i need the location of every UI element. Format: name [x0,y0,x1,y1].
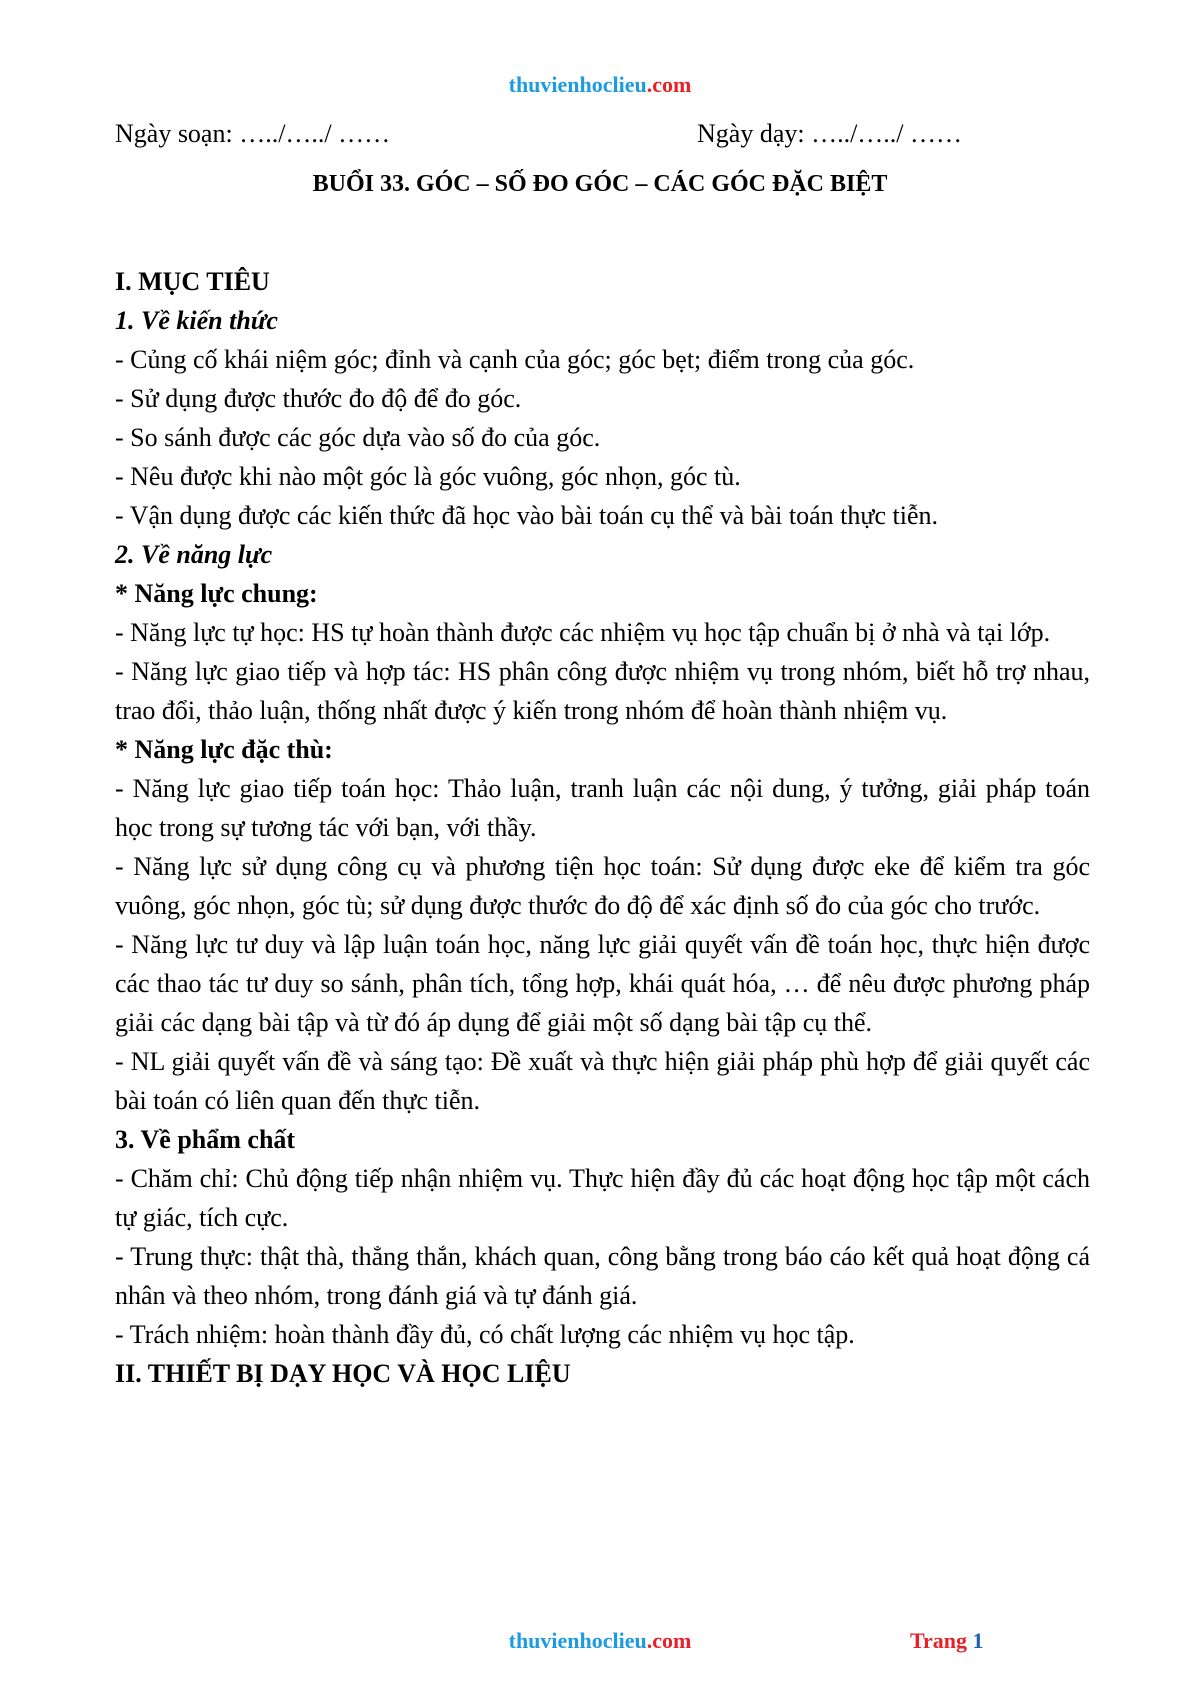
section-heading: II. THIẾT BỊ DẠY HỌC VÀ HỌC LIỆU [115,1359,571,1388]
header-site-name [0,72,1200,98]
subsection-heading: * Năng lực đặc thù: [115,735,333,764]
paragraph: - Trách nhiệm: hoàn thành đầy đủ, có chất lượng các nhiệm vụ học tập. [115,1320,855,1349]
lesson-title: BUỔI 33. GÓC – SỐ ĐO GÓC – CÁC GÓC ĐẶC BIỆT [312,171,888,197]
page-label: Trang [910,1628,968,1653]
subsection-heading: 3. Về phẩm chất [115,1125,296,1154]
page-value: 1 [972,1628,984,1653]
footer-site-part1: thuvienhoclieu [508,1628,647,1653]
paragraph: - Năng lực tự học: HS tự hoàn thành được các nhiệm vụ học tập chuẩn bị ở nhà và tại lớp. [115,618,1051,647]
paragraph: - Trung thực: thật thà, thẳng thắn, khách quan, công bằng trong báo cáo kết quả hoạt động cá nhân và theo nhóm, trong đánh giá và tự đánh giá. [115,1242,1090,1310]
paragraph: - Vận dụng được các kiến thức đã học vào bài toán cụ thể và bài toán thực tiễn. [115,501,938,530]
paragraph: - Nêu được khi nào một góc là góc vuông, góc nhọn, góc tù. [115,462,741,491]
prep-date: Ngày soạn: …../…../ …… [115,119,391,148]
site-name-part1: thuvienhoclieu [508,72,647,97]
paragraph: - Năng lực giao tiếp toán học: Thảo luận, tranh luận các nội dung, ý tưởng, giải pháp toán học trong sự tương tác với bạn, với thầy. [115,774,1090,842]
paragraph: - Năng lực giao tiếp và hợp tác: HS phân công được nhiệm vụ trong nhóm, biết hỗ trợ nhau, trao đổi, thảo luận, thống nhất được ý kiến trong nhóm để hoàn thành nhiệm vụ. [115,657,1090,725]
subsection-heading: 2. Về năng lực [115,540,273,569]
site-name-part2: .com [646,72,692,97]
paragraph: - Năng lực tư duy và lập luận toán học, năng lực giải quyết vấn đề toán học, thực hiện được các thao tác tư duy so sánh, phân tích, tổng hợp, khái quát hóa, … để nêu được phương pháp giải các dạng bài tập và từ đó áp dụng để giải một số dạng bài tập cụ thể. [115,930,1090,1037]
footer-site-part2: .com [646,1628,692,1653]
paragraph: - NL giải quyết vấn đề và sáng tạo: Đề xuất và thực hiện giải pháp phù hợp để giải quyết các bài toán có liên quan đến thực tiễn. [115,1047,1090,1115]
paragraph: - Củng cố khái niệm góc; đỉnh và cạnh của góc; góc bẹt; điểm trong của góc. [115,345,915,374]
paragraph: - Năng lực sử dụng công cụ và phương tiện học toán: Sử dụng được eke để kiểm tra góc vuông, góc nhọn, góc tù; sử dụng được thước đo độ để xác định số đo của góc cho trước. [115,852,1090,920]
section-heading: I. MỤC TIÊU [115,267,270,296]
teach-date: Ngày dạy: …../…../ …… [697,119,963,148]
page-number [910,1628,984,1654]
paragraph: - Chăm chỉ: Chủ động tiếp nhận nhiệm vụ. Thực hiện đầy đủ các hoạt động học tập một cách tự giác, tích cực. [115,1164,1090,1232]
subsection-heading: * Năng lực chung: [115,579,318,608]
lesson-body [115,262,1090,1393]
subsection-heading: 1. Về kiến thức [115,306,278,335]
date-line [115,118,1035,150]
footer-site-name [0,1628,1200,1654]
paragraph: - So sánh được các góc dựa vào số đo của góc. [115,423,601,452]
paragraph: - Sử dụng được thước đo độ để đo góc. [115,384,522,413]
